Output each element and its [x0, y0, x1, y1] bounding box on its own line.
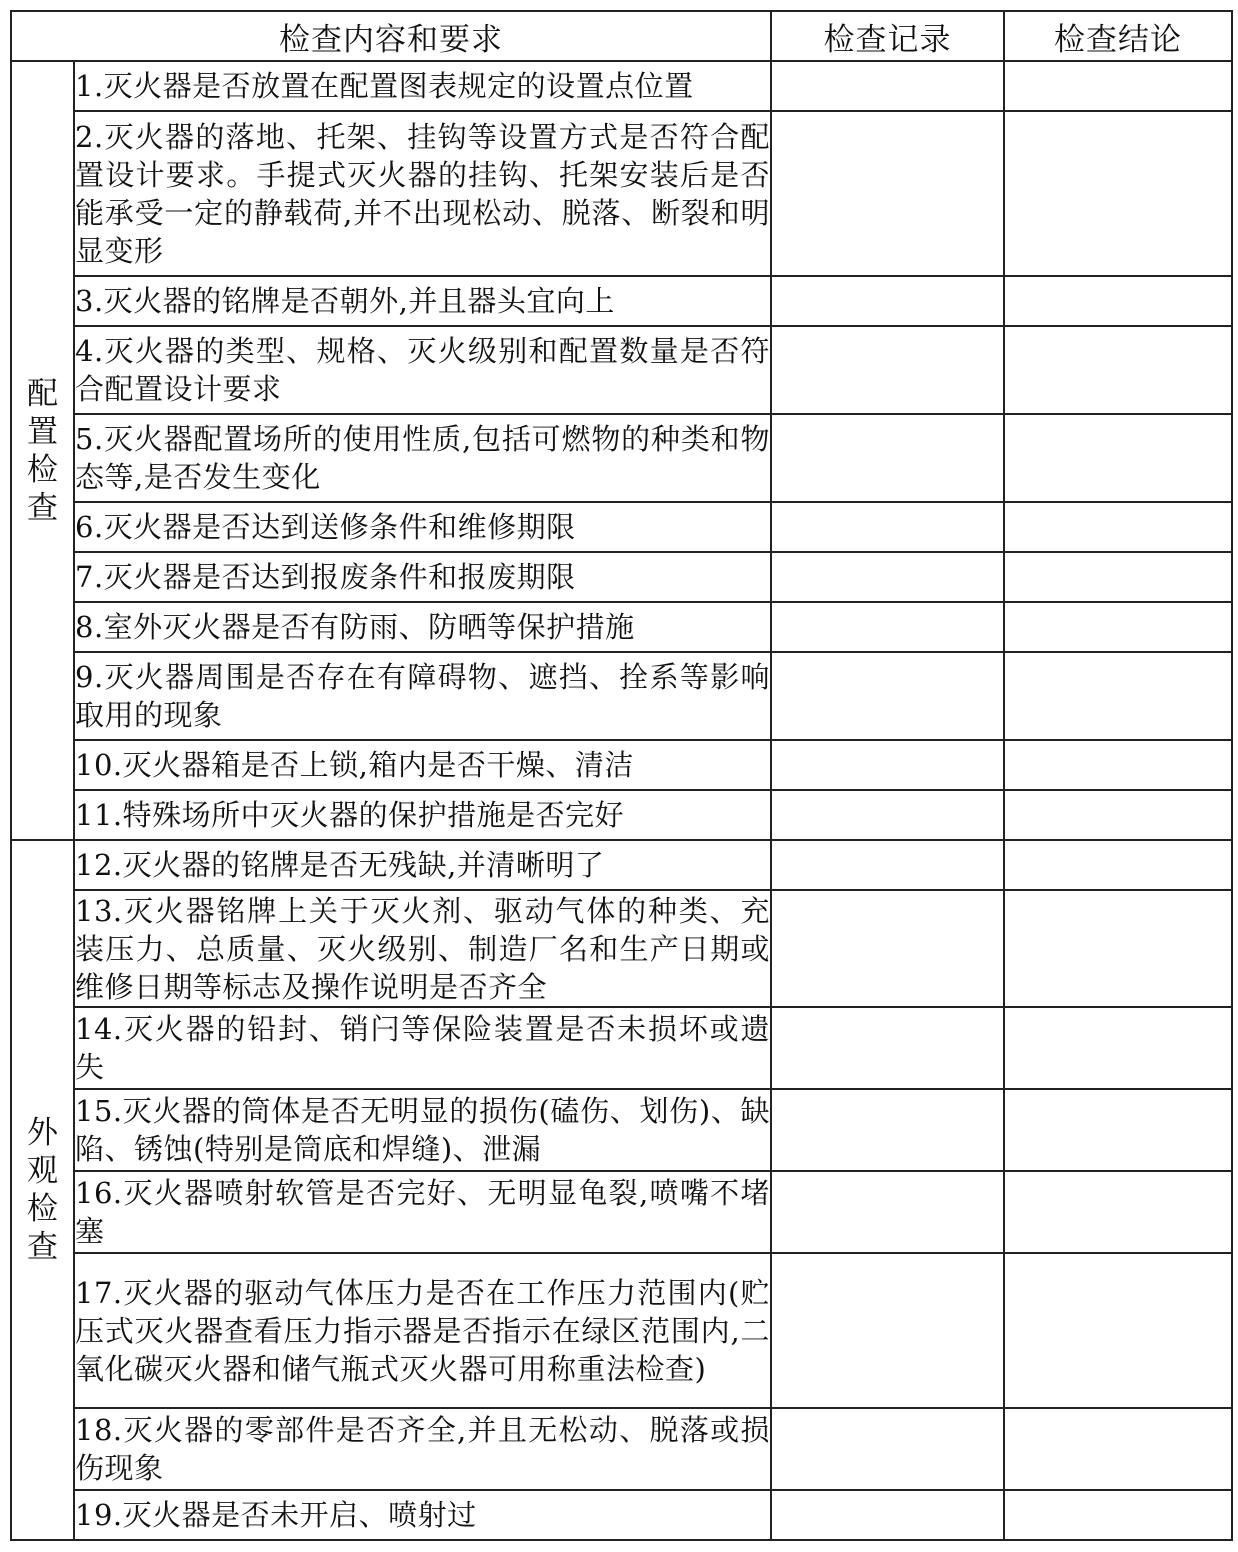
conclusion-cell [1004, 1007, 1232, 1089]
record-cell [771, 602, 1004, 652]
record-cell [771, 652, 1004, 740]
record-cell [771, 790, 1004, 840]
item-text: 16.灭火器喷射软管是否完好、无明显龟裂,喷嘴不堵塞 [74, 1171, 771, 1253]
record-cell [771, 890, 1004, 1007]
group-config-check [11, 61, 74, 840]
item-text: 17.灭火器的驱动气体压力是否在工作压力范围内(贮压式灭火器查看压力指示器是否指示在绿区范围内,二氧化碳灭火器和储气瓶式灭火器可用称重法检查) [74, 1253, 771, 1408]
table-row [11, 326, 1232, 414]
table-row [11, 414, 1232, 502]
record-cell [771, 61, 1004, 111]
item-text: 18.灭火器的零部件是否齐全,并且无松动、脱落或损伤现象 [74, 1408, 771, 1490]
table-row [11, 790, 1232, 840]
conclusion-cell [1004, 552, 1232, 602]
header-row [11, 11, 1232, 61]
item-text: 9.灭火器周围是否存在有障碍物、遮挡、拴系等影响取用的现象 [74, 652, 771, 740]
conclusion-cell [1004, 1089, 1232, 1171]
conclusion-cell [1004, 1490, 1232, 1540]
inspection-table [10, 10, 1233, 1541]
record-cell [771, 1408, 1004, 1490]
conclusion-cell [1004, 414, 1232, 502]
record-cell [771, 111, 1004, 276]
item-text: 5.灭火器配置场所的使用性质,包括可燃物的种类和物态等,是否发生变化 [74, 414, 771, 502]
record-cell [771, 740, 1004, 790]
table-row [11, 61, 1232, 111]
conclusion-cell [1004, 790, 1232, 840]
table-row [11, 1171, 1232, 1253]
table-row [11, 502, 1232, 552]
table-row [11, 652, 1232, 740]
record-cell [771, 502, 1004, 552]
item-text: 13.灭火器铭牌上关于灭火剂、驱动气体的种类、充装压力、总质量、灭火级别、制造厂名和生产日期或维修日期等标志及操作说明是否齐全 [74, 890, 771, 1007]
conclusion-cell [1004, 276, 1232, 326]
header-record: 检查记录 [771, 11, 1004, 61]
conclusion-cell [1004, 602, 1232, 652]
table-row [11, 1253, 1232, 1408]
group-label: 外观检查 [27, 1115, 58, 1265]
record-cell [771, 276, 1004, 326]
item-text: 8.室外灭火器是否有防雨、防晒等保护措施 [74, 602, 771, 652]
record-cell [771, 1007, 1004, 1089]
record-cell [771, 1490, 1004, 1540]
conclusion-cell [1004, 652, 1232, 740]
conclusion-cell [1004, 890, 1232, 1007]
table-row [11, 276, 1232, 326]
item-text: 3.灭火器的铭牌是否朝外,并且器头宜向上 [74, 276, 771, 326]
table-row [11, 552, 1232, 602]
table-row [11, 1007, 1232, 1089]
table-row [11, 840, 1232, 890]
item-text: 14.灭火器的铅封、销闩等保险装置是否未损坏或遗失 [74, 1007, 771, 1089]
header-content: 检查内容和要求 [11, 11, 771, 61]
item-text: 4.灭火器的类型、规格、灭火级别和配置数量是否符合配置设计要求 [74, 326, 771, 414]
conclusion-cell [1004, 840, 1232, 890]
record-cell [771, 414, 1004, 502]
conclusion-cell [1004, 740, 1232, 790]
item-text: 15.灭火器的筒体是否无明显的损伤(磕伤、划伤)、缺陷、锈蚀(特别是筒底和焊缝)、泄漏 [74, 1089, 771, 1171]
record-cell [771, 840, 1004, 890]
conclusion-cell [1004, 502, 1232, 552]
item-text: 6.灭火器是否达到送修条件和维修期限 [74, 502, 771, 552]
record-cell [771, 552, 1004, 602]
table-row [11, 1490, 1232, 1540]
table-row [11, 602, 1232, 652]
table-row [11, 740, 1232, 790]
table-row [11, 111, 1232, 276]
item-text: 10.灭火器箱是否上锁,箱内是否干燥、清洁 [74, 740, 771, 790]
conclusion-cell [1004, 61, 1232, 111]
item-text: 7.灭火器是否达到报废条件和报废期限 [74, 552, 771, 602]
conclusion-cell [1004, 1171, 1232, 1253]
conclusion-cell [1004, 1253, 1232, 1408]
table-row [11, 1408, 1232, 1490]
conclusion-cell [1004, 111, 1232, 276]
item-text: 1.灭火器是否放置在配置图表规定的设置点位置 [74, 61, 771, 111]
record-cell [771, 1171, 1004, 1253]
conclusion-cell [1004, 326, 1232, 414]
item-text: 19.灭火器是否未开启、喷射过 [74, 1490, 771, 1540]
item-text: 12.灭火器的铭牌是否无残缺,并清晰明了 [74, 840, 771, 890]
conclusion-cell [1004, 1408, 1232, 1490]
record-cell [771, 1089, 1004, 1171]
record-cell [771, 1253, 1004, 1408]
group-label: 配置检查 [27, 375, 58, 526]
group-appearance-check [11, 840, 74, 1540]
item-text: 2.灭火器的落地、托架、挂钩等设置方式是否符合配置设计要求。手提式灭火器的挂钩、托架安装后是否能承受一定的静载荷,并不出现松动、脱落、断裂和明显变形 [74, 111, 771, 276]
table-row [11, 890, 1232, 1007]
item-text: 11.特殊场所中灭火器的保护措施是否完好 [74, 790, 771, 840]
record-cell [771, 326, 1004, 414]
table-row [11, 1089, 1232, 1171]
header-conclusion: 检查结论 [1004, 11, 1232, 61]
